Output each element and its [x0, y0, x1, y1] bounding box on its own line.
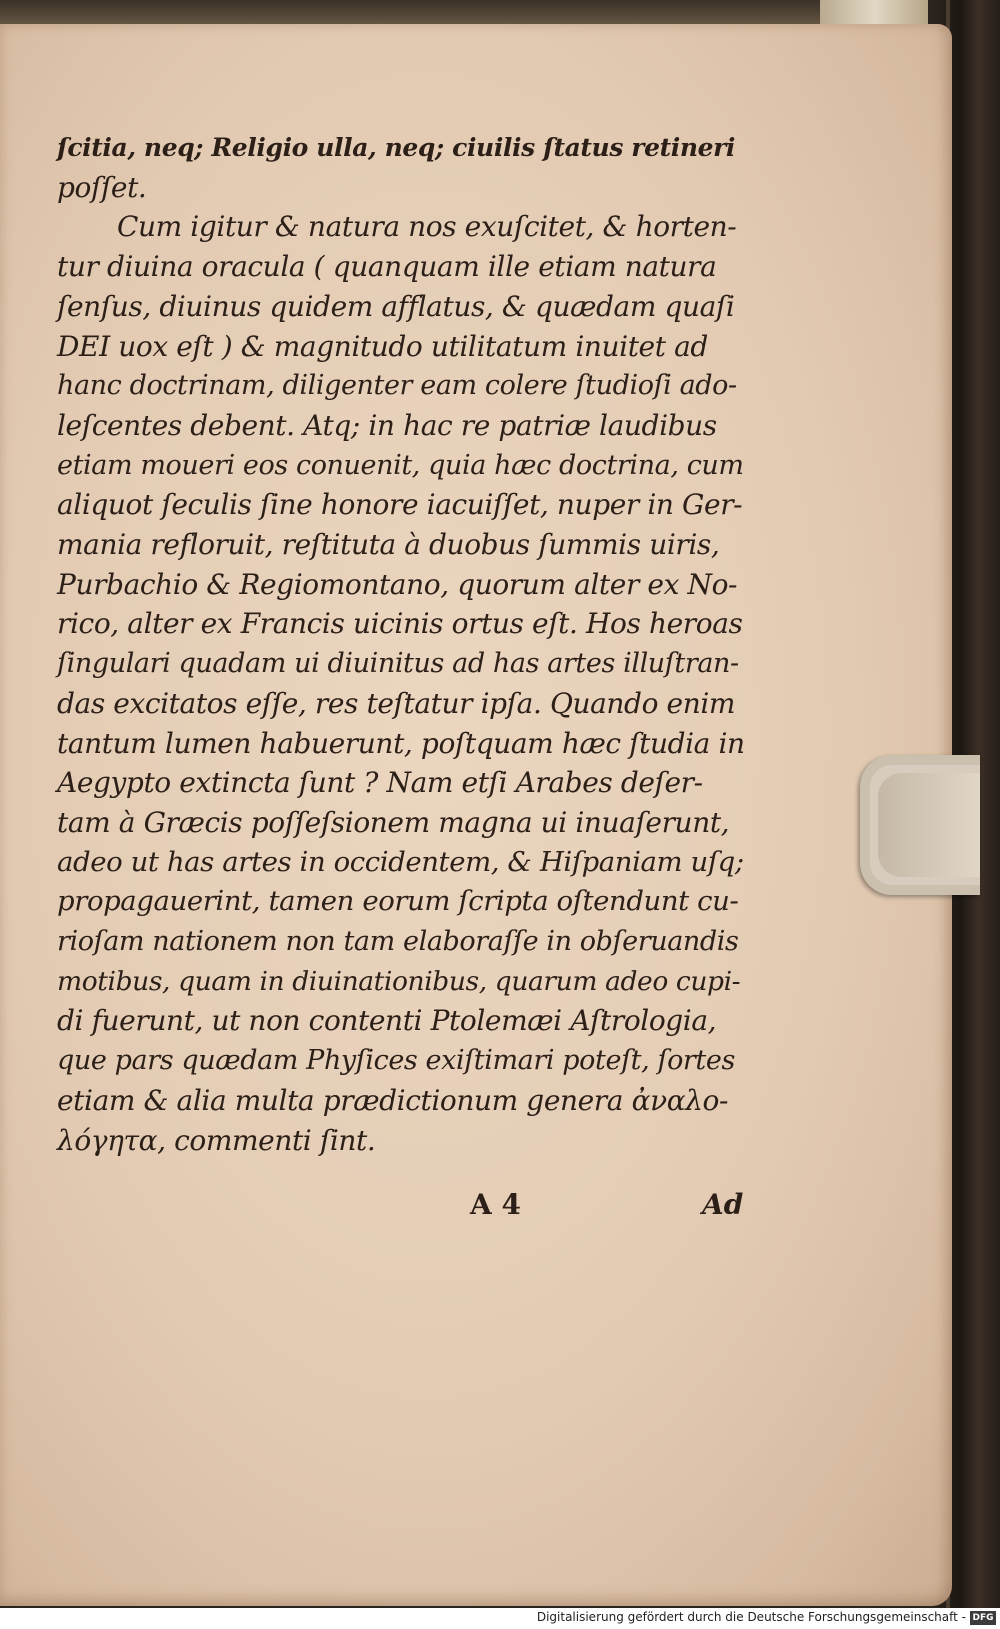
page-clip [860, 755, 980, 895]
text-line: rico, alter ex Francis uicinis ortus eſt. Hos heroas [57, 607, 743, 641]
text-line: rioſam nationem non tam elaboraſſe in obſeruandis [57, 926, 739, 958]
text-line: adeo ut has artes in occidentem, & Hiſpaniam uſq; [57, 845, 744, 878]
text-line: hanc doctrinam, diligenter eam colere ſtudioſi ado- [57, 370, 737, 402]
text-line: propagauerint, tamen eorum ſcripta oſtendunt cu- [57, 885, 739, 918]
text-line: das excitatos eſſe, res teſtatur ipſa. Quando enim [57, 686, 736, 720]
text-line: ſcitia, neq; Religio ulla, neq; ciuilis ſtatus retineri [57, 133, 735, 162]
text-line: ſenſus, diuinus quidem afflatus, & quædam quaſi [57, 289, 735, 323]
text-line: Aegypto extincta ſunt ? Nam etſi Arabes deſer- [57, 766, 703, 800]
text-line: Purbachio & Regiomontano, quorum alter ex No- [57, 567, 738, 601]
text-line: aliquot ſeculis ſine honore iacuiſſet, nuper in Ger- [57, 488, 743, 522]
text-line: que pars quædam Phyſices exiſtimari poteſt, ſortes [57, 1045, 735, 1077]
dfg-logo: DFG [970, 1611, 996, 1625]
text-line: tur diuina oracula ( quanquam ille etiam natura [57, 250, 717, 284]
text-line: Cum igitur & natura nos exuſcitet, & horten- [117, 210, 737, 244]
text-line: motibus, quam in diuinationibus, quarum adeo cupi- [57, 965, 741, 997]
text-line: tam à Græcis poſſeſsionem magna ui inuaſerunt, [57, 805, 730, 839]
footer-bar [0, 1608, 1000, 1629]
text-line: ſingulari quadam ui diuinitus ad has artes illuſtran- [57, 648, 739, 680]
text-line: mania refloruit, reſtituta à duobus ſummis uiris, [57, 528, 720, 562]
page-text [57, 128, 747, 1160]
catchword: Ad [702, 1188, 744, 1221]
text-line: DEI uox eſt ) & magnitudo utilitatum inuitet ad [57, 329, 708, 363]
text-line: tantum lumen habuerunt, poſtquam hæc ſtudia in [57, 726, 745, 760]
text-line: poſſet. [57, 170, 147, 204]
text-line: etiam & alia multa prædictionum genera ἀναλο- [57, 1083, 729, 1117]
text-line: di fuerunt, ut non contenti Ptolemæi Aſtrologia, [57, 1004, 717, 1038]
signature-mark: A 4 [470, 1188, 521, 1221]
text-line: leſcentes debent. Atq; in hac re patriæ laudibus [57, 408, 717, 442]
text-line: λόγητα, commenti ſint. [57, 1123, 376, 1157]
funding-credit: Digitalisierung gefördert durch die Deutsche Forschungsgemeinschaft - [536, 1610, 966, 1624]
text-line: etiam moueri eos conuenit, quia hæc doctrina, cum [57, 449, 744, 481]
